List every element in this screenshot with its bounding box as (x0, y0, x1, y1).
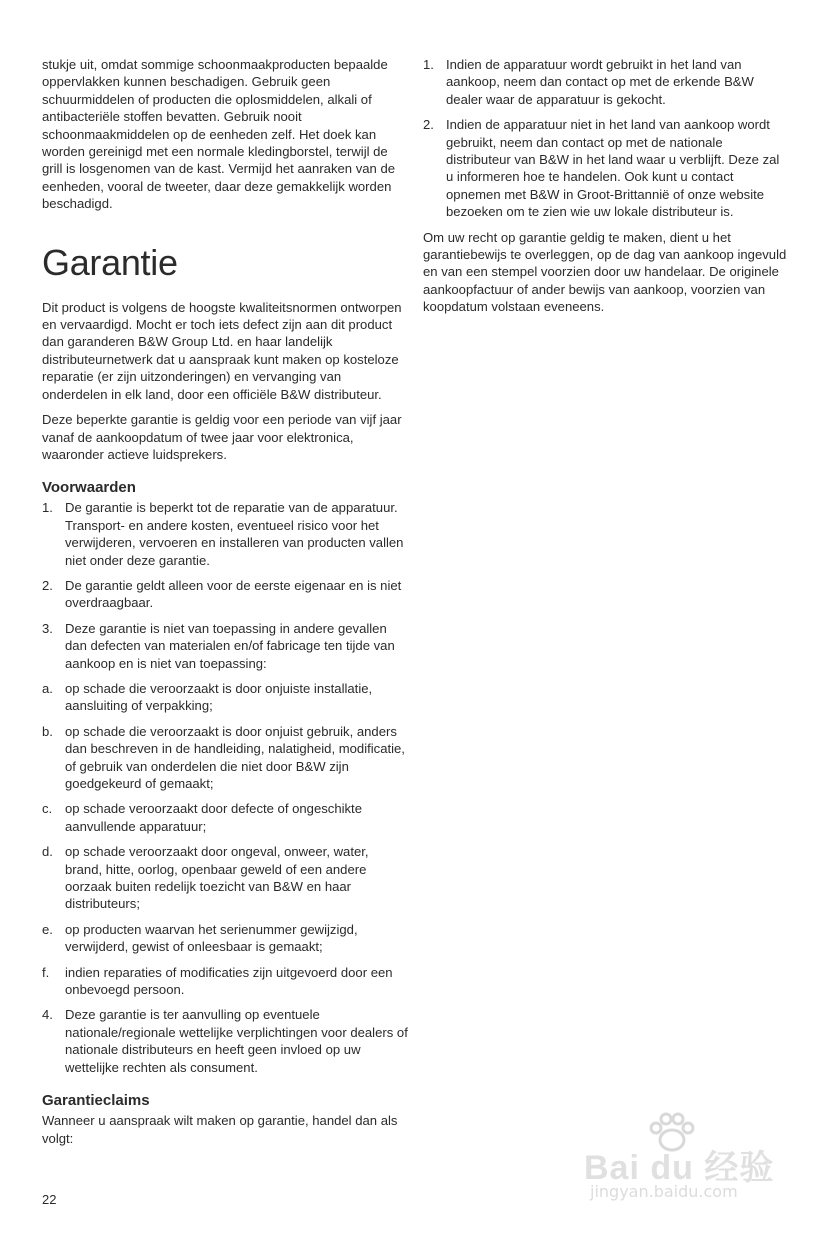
list-marker: 4. (42, 1007, 53, 1023)
list-marker: 1. (423, 57, 434, 72)
list-item (42, 577, 408, 612)
list-item (42, 843, 408, 913)
list-item (42, 1006, 408, 1076)
list-item-text: De garantie is beperkt tot de reparatie van de apparatuur. Transport- en andere kosten, eventueel risico voor het verwijderen, vervoeren en installeren van producten vallen niet onder deze garantie. (65, 500, 404, 568)
list-marker: d. (42, 844, 53, 860)
list-item-text: indien reparaties of modificaties zijn uitgevoerd door een onbevoegd persoon. (65, 964, 393, 998)
list-marker: a. (42, 680, 53, 696)
section-heading-garantie: Garantie (42, 241, 178, 283)
list-item (42, 964, 408, 999)
page-number: 22 (42, 1192, 57, 1207)
list-item (42, 680, 408, 715)
list-item-text: op schade veroorzaakt door ongeval, onweer, water, brand, hitte, oorlog, openbaar geweld of een andere oorzaak buiten redelijk toezicht van B&W en haar distributeurs; (65, 844, 369, 912)
claims-heading: Garantieclaims (42, 1092, 150, 1110)
claims-intro: Wanneer u aanspraak wilt maken op garantie, handel dan als volgt: (42, 1113, 398, 1146)
right-column (423, 56, 789, 324)
list-item-text: op producten waarvan het serienummer gewijzigd, verwijderd, gewist of onleesbaar is gemaakt; (65, 921, 358, 955)
list-item-text: Deze garantie is ter aanvulling op eventuele nationale/regionale wettelijke verplichtingen voor dealers of nationale distributeurs en heeft geen invloed op uw wettelijke rechten als consument. (65, 1007, 408, 1075)
list-marker: 2. (42, 577, 53, 593)
list-item (42, 499, 408, 569)
list-item-text: op schade die veroorzaakt is door onjuist gebruik, anders dan beschreven in de handleiding, nalatigheid, modificatie, of gebruik van onderdelen die niet door B&W zijn goedgekeurd of gemaakt; (65, 723, 405, 791)
intro-paragraph: stukje uit, omdat sommige schoonmaakproducten bepaalde oppervlakken kunnen beschadigen. Gebruik geen schuurmiddelen of producten die oplosmiddelen, alkali of antibacteriële stoffen bevatten. Gebruik nooit schoonmaakmiddelen op de eenheden zelf. Het doek kan worden gereinigd met een normale kledingborstel, terwijl de grill is losgenomen van de kast. Vermijd het aanraken van de eenheden, vooral de tweeter, daar deze gemakkelijk worden beschadigd. (42, 57, 396, 212)
list-item-text: op schade die veroorzaakt is door onjuiste installatie, aansluiting of verpakking; (65, 680, 373, 714)
left-column (42, 56, 408, 1155)
list-marker: 2. (423, 117, 434, 133)
warranty-paragraph-1: Dit product is volgens de hoogste kwaliteitsnormen ontworpen en vervaardigd. Mocht er toch iets defect zijn aan dit product dan garanderen B&W Group Ltd. en haar landelijk distributeurnetwerk dat u aanspraak kunt maken op kosteloze reparatie (er zijn uitzonderingen) en vervanging van onderdelen in elk land, door een officiële B&W distributeur. (42, 299, 402, 402)
watermark-url: jingyan.baidu.com (590, 1182, 738, 1201)
list-item-text: Deze garantie is niet van toepassing in andere gevallen dan defecten van materialen en/of fabricage ten tijde van aankoop en is niet van toepassing: (65, 620, 395, 671)
warranty-paragraph-2: Deze beperkte garantie is geldig voor een periode van vijf jaar vanaf de aankoopdatum of twee jaar voor elektronica, waaronder actieve luidsprekers. (42, 412, 402, 462)
list-marker: 1. (42, 500, 53, 516)
conditions-list (42, 499, 408, 1076)
watermark-brand: Bai du 经验 (584, 1149, 775, 1187)
list-item-text: De garantie geldt alleen voor de eerste eigenaar en is niet overdraagbaar. (65, 577, 402, 611)
baidu-watermark (584, 1112, 784, 1204)
list-marker: 3. (42, 620, 53, 636)
closing-paragraph: Om uw recht op garantie geldig te maken, dient u het garantiebewijs te overleggen, op de dag van aankoop ingevuld en van een stempel voorzien door uw handelaar. De originele aankoopfactuur of ander bewijs van aankoop, voorzien van koopdatum volstaan eveneens. (423, 229, 787, 315)
list-item (42, 620, 408, 672)
conditions-heading: Voorwaarden (42, 479, 136, 497)
list-item-text: Indien de apparatuur niet in het land van aankoop wordt gebruikt, neem dan contact op met de nationale distributeur van B&W in het land waar u verblijft. Deze zal u informeren hoe te handelen. Ook kunt u contact opnemen met B&W in Groot-Brittannië of onze website bezoeken om te zien wie uw lokale distributeur is. (446, 117, 780, 220)
list-item (423, 116, 789, 220)
list-marker: f. (42, 964, 50, 980)
list-item (42, 921, 408, 956)
list-marker: e. (42, 921, 53, 937)
list-item (42, 800, 408, 835)
claims-list (423, 56, 789, 221)
list-marker: c. (42, 801, 53, 817)
list-item (42, 723, 408, 793)
list-marker: b. (42, 723, 53, 739)
list-item-text: Indien de apparatuur wordt gebruikt in het land van aankoop, neem dan contact op met de erkende B&W dealer waar de apparatuur is gekocht. (446, 57, 754, 107)
list-item (423, 56, 789, 108)
list-item-text: op schade veroorzaakt door defecte of ongeschikte aanvullende apparatuur; (65, 801, 362, 834)
